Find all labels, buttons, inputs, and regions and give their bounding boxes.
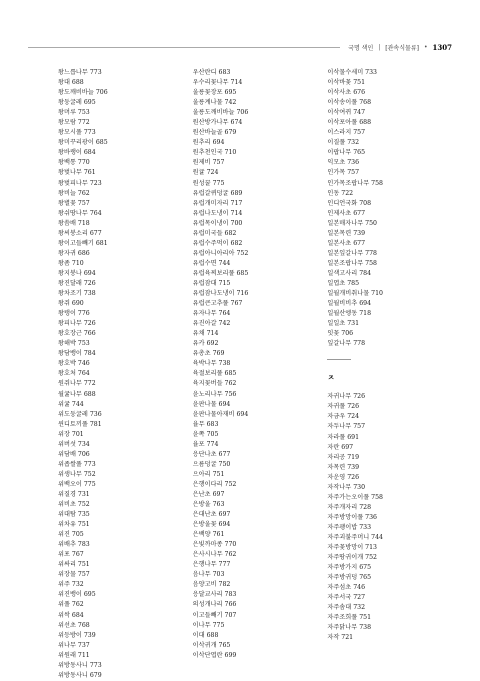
- index-entry: 의성개나리 766: [192, 601, 237, 609]
- index-entry: 은백양 761: [192, 531, 225, 539]
- running-header: [28, 40, 452, 54]
- index-entry: 육지꽃버들 762: [192, 380, 237, 388]
- index-entry: 위배추 783: [58, 541, 90, 549]
- index-entry: 일색고사리 784: [327, 269, 372, 277]
- index-entry: 왕모시풀 773: [58, 129, 96, 137]
- index-entry: 왕담뱅이 784: [58, 350, 96, 358]
- header-label: [340, 43, 452, 52]
- index-entry: 인가목 757: [327, 169, 360, 177]
- index-column-1: [58, 68, 181, 679]
- index-entry: 자주솜대 732: [327, 604, 366, 612]
- index-entry: 으름덩굴 750: [192, 460, 231, 468]
- index-entry: 유채 714: [192, 330, 219, 338]
- index-entry: 윤노리나무 756: [192, 390, 237, 398]
- index-entry: 울릉꽃장포 695: [192, 89, 237, 97]
- index-entry: 자주닭나무 738: [327, 624, 372, 632]
- index-entry: 으아리 751: [192, 470, 225, 478]
- index-entry: 이나무 775: [192, 621, 225, 629]
- index-entry: 자주방망이풀 736: [327, 513, 377, 521]
- index-entry: 일본목련 739: [327, 229, 366, 237]
- index-column-3-section-entries: [327, 392, 450, 643]
- index-entry: 위좁쌀풀 773: [58, 460, 96, 468]
- index-entry: 이삭사초 676: [327, 89, 366, 97]
- index-entry: 자주방가지 675: [327, 564, 372, 572]
- index-entry: 인디언국화 708: [327, 199, 372, 207]
- index-entry: 일월산엥동 718: [327, 310, 372, 318]
- index-entry: 왕벚나무 761: [58, 169, 96, 177]
- index-entry: 원산방가나무 674: [192, 119, 243, 127]
- index-entry: 왕비늘 762: [58, 189, 90, 197]
- index-entry: 자운영 726: [327, 473, 360, 481]
- page-number: 1307: [432, 42, 452, 52]
- index-entry: 윤판나물아재비 694: [192, 410, 249, 418]
- index-entry: 왕호장근 766: [58, 330, 96, 338]
- index-entry: 일본사초 677: [327, 239, 366, 247]
- index-entry: 왕모람 772: [58, 119, 90, 127]
- index-entry: 위등방이 739: [58, 631, 96, 639]
- index-entry: 이삭송이풀 768: [327, 99, 372, 107]
- header-section: 국명 색인: [348, 44, 374, 52]
- index-entry: 원쥐나무 772: [58, 380, 96, 388]
- index-entry: 자주조희풀 751: [327, 614, 372, 622]
- index-entry: 왕탱이 776: [58, 310, 90, 318]
- index-entry: 울릉도깨비바늘 706: [192, 109, 249, 117]
- index-column-2: [193, 68, 316, 665]
- index-entry: 육절보리풀 685: [192, 370, 237, 378]
- index-entry: 위포 767: [58, 551, 84, 559]
- index-entry: 음나무 703: [192, 571, 225, 579]
- index-entry: 위방동사니 679: [58, 671, 102, 679]
- index-entry: 윈디토끼풀 781: [58, 420, 102, 428]
- index-entry: 유럽갈퀴덩굴 689: [192, 189, 243, 197]
- index-entry: 위원래 711: [58, 651, 90, 659]
- index-entry: 유럽육찌보리풀 685: [192, 269, 249, 277]
- index-entry: 자주괴불주머니 744: [327, 533, 383, 541]
- index-entry: 일엽초 785: [327, 279, 360, 287]
- index-entry: 잎갈나무 778: [327, 340, 366, 348]
- index-entry: 위도둥굴레 736: [58, 410, 102, 418]
- index-entry: 일일초 731: [327, 320, 360, 328]
- index-entry: 이고들빼기 707: [192, 611, 237, 619]
- index-entry: 왕별꽃 757: [58, 199, 90, 207]
- index-entry: 자주괭이밥 733: [327, 523, 372, 531]
- index-entry: 이질풀 732: [327, 139, 360, 147]
- index-entry: 원추리 694: [192, 139, 225, 147]
- index-entry: 자작 721: [327, 634, 354, 642]
- index-entry: 자귀나무 726: [327, 393, 366, 401]
- index-entry: 왕바랭이 684: [58, 149, 96, 157]
- index-entry: 울릉계나물 742: [192, 99, 237, 107]
- index-entry: 원제비 757: [192, 159, 225, 167]
- index-entry: 원귤 724: [192, 169, 219, 177]
- index-entry: 이삭바꽃 751: [327, 79, 366, 87]
- index-entry: 육박나무 738: [192, 360, 231, 368]
- index-column-3: [327, 68, 450, 665]
- index-entry: 위비초 752: [58, 501, 90, 509]
- index-entry: 위대탐 735: [58, 511, 90, 519]
- index-entry: 위나무 737: [58, 641, 90, 649]
- index-entry: 익모초 736: [327, 159, 360, 167]
- index-entry: 은빛까마종 770: [192, 541, 237, 549]
- index-entry: 인가목조팝나무 758: [327, 179, 383, 187]
- index-entry: 이삭단엽란 699: [192, 651, 237, 659]
- index-entry: 유럽미국들 682: [192, 229, 237, 237]
- index-entry: 자란 697: [327, 443, 354, 451]
- index-entry: 왕쥐 690: [58, 300, 84, 308]
- index-entry: 유자나무 764: [192, 310, 231, 318]
- header-separator: |: [378, 43, 381, 51]
- index-entry: 왕미꾸리광이 685: [58, 139, 108, 147]
- index-entry: 우산란디 683: [192, 69, 231, 76]
- index-entry: 위싸리 751: [58, 561, 90, 569]
- index-entry: 은사시나무 762: [192, 551, 237, 559]
- index-entry: 왕씀배 718: [58, 219, 90, 227]
- index-entry: 이대 688: [192, 631, 219, 639]
- index-entry: 응달교사리 783: [192, 591, 237, 599]
- header-bullet: •: [423, 43, 428, 51]
- index-entry: 왕지붕나 694: [58, 269, 96, 277]
- index-entry: 원성꿀 775: [192, 179, 225, 187]
- index-entry: 위귤 744: [58, 400, 84, 408]
- index-entry: 위질경 731: [58, 490, 90, 498]
- index-entry: 일본매자나무 750: [327, 219, 377, 227]
- index-entry: 왕자귀 686: [58, 249, 90, 257]
- index-entry: 자귀풀 726: [327, 403, 360, 411]
- index-entry: 왕백통 770: [58, 159, 90, 167]
- index-entry: 자두나무 757: [327, 423, 366, 431]
- index-entry: 월귤나무 688: [58, 390, 96, 398]
- index-entry: 자주섬초 746: [327, 584, 366, 592]
- index-entry: 은난초 697: [192, 490, 225, 498]
- index-entry: 왕피나무 726: [58, 320, 96, 328]
- index-entry: 유총초 769: [192, 350, 225, 358]
- index-entry: 유럽목이냉이 700: [192, 219, 243, 227]
- index-entry: 이삭여뀌 747: [327, 109, 366, 117]
- index-entry: 유럽잠나도냉이 716: [192, 290, 249, 298]
- index-entry: 윤판나물 694: [192, 400, 231, 408]
- index-entry: 자주꽃방망이 713: [327, 544, 377, 552]
- index-entry: 자주서국 727: [327, 594, 366, 602]
- index-entry: 왕벚피나무 723: [58, 179, 102, 187]
- index-entry: 왕쉬땅나무 764: [58, 209, 102, 217]
- index-entry: 왕씨붕소리 677: [58, 229, 102, 237]
- index-entry: 자주개자리 728: [327, 503, 372, 511]
- index-entry: 원추천인국 710: [192, 149, 237, 157]
- index-entry: 율포 774: [192, 440, 219, 448]
- index-entry: 이팝나무 765: [327, 149, 366, 157]
- index-entry: 이삭포아풀 688: [327, 119, 372, 127]
- index-entry: 자주땅귀이개 752: [327, 554, 377, 562]
- index-entry: 유럽나도냉이 714: [192, 209, 243, 217]
- index-entry: 왕둥굴레 695: [58, 99, 96, 107]
- index-entry: 왕느릅나무 773: [58, 69, 102, 76]
- index-entry: 위선초 768: [58, 621, 90, 629]
- index-entry: 자주가는오이풀 758: [327, 493, 383, 501]
- index-entry: 은행이다리 752: [192, 480, 237, 488]
- index-entry: 왕좀 710: [58, 259, 84, 267]
- index-entry: 윤쪽 705: [192, 430, 219, 438]
- index-entry: 일월비비추 694: [327, 300, 372, 308]
- index-entry: 왕대 688: [58, 79, 84, 87]
- index-entry: 이스라지 757: [327, 129, 366, 137]
- index-entry: 위백오이 775: [58, 480, 96, 488]
- section-divider: [327, 359, 351, 360]
- index-entry: 일월개비취나물 710: [327, 290, 383, 298]
- index-entry: 자리공 719: [327, 453, 360, 461]
- index-entry: 음양고비 782: [192, 581, 231, 589]
- index-entry: 위장 701: [58, 430, 84, 438]
- index-entry: 왕해박 753: [58, 340, 90, 348]
- index-entry: 위차유 751: [58, 521, 90, 529]
- index-entry: 유럽잠대 715: [192, 279, 231, 287]
- index-entry: 유럽수면 744: [192, 259, 231, 267]
- index-entry: 위주 732: [58, 581, 84, 589]
- section-heading: ㅈ: [327, 373, 335, 383]
- index-entry: 유진아갈 742: [192, 320, 231, 328]
- index-columns: [58, 68, 450, 679]
- index-entry: 왕호처 764: [58, 370, 90, 378]
- index-entry: 우수리꽃나무 714: [192, 79, 243, 87]
- index-entry: 위버섯 734: [58, 440, 90, 448]
- index-entry: 자목련 739: [327, 463, 360, 471]
- index-entry: 은대난초 697: [192, 511, 231, 519]
- index-entry: 이삭물수세미 733: [327, 69, 377, 76]
- index-entry: 일본조팝나무 758: [327, 259, 377, 267]
- index-entry: 위생나무 752: [58, 470, 96, 478]
- index-entry: 인동 722: [327, 189, 354, 197]
- index-entry: 왕도깨비바늘 706: [58, 89, 108, 97]
- index-entry: 위진뱅이 695: [58, 591, 96, 599]
- index-column-3-entries: [327, 68, 450, 349]
- index-entry: 은방울꽃 694: [192, 521, 231, 529]
- index-entry: 왕진달래 726: [58, 279, 96, 287]
- index-entry: 유럽아니아리아 752: [192, 249, 249, 257]
- index-entry: 위진 705: [58, 531, 84, 539]
- index-entry: 자금우 724: [327, 413, 360, 421]
- index-entry: 일본잎갈나무 778: [327, 249, 377, 257]
- index-entry: 은방울 763: [192, 501, 225, 509]
- index-entry: 위담배 706: [58, 450, 90, 458]
- index-entry: 위풀 762: [58, 601, 84, 609]
- index-entry: 왕머루 753: [58, 109, 90, 117]
- index-entry: 유럽수주먹이 682: [192, 239, 243, 247]
- index-entry: 율무 683: [192, 420, 219, 428]
- index-entry: 자라풀 691: [327, 433, 360, 441]
- index-entry: 자주방귀덩 765: [327, 574, 372, 582]
- index-entry: 왕이고들빼기 681: [58, 239, 108, 247]
- index-entry: 유럽큰고추풀 767: [192, 300, 243, 308]
- index-entry: 잇꽃 706: [327, 330, 354, 338]
- index-entry: 유럽개미자리 717: [192, 199, 243, 207]
- index-entry: 왕차조기 738: [58, 290, 96, 298]
- index-entry: 원산바늘골 679: [192, 129, 237, 137]
- index-entry: 위싹 684: [58, 611, 84, 619]
- index-entry: 은행나무 777: [192, 561, 231, 569]
- index-entry: 유카 692: [192, 340, 219, 348]
- index-entry: 자작나무 730: [327, 483, 366, 491]
- index-entry: 이삭귀개 765: [192, 641, 231, 649]
- index-entry: 왕호박 746: [58, 360, 90, 368]
- index-entry: 위장물 757: [58, 571, 90, 579]
- index-entry: 위방동사니 773: [58, 661, 102, 669]
- header-subsection: [관속식물류]: [385, 44, 419, 52]
- index-entry: 인제사초 677: [327, 209, 366, 217]
- index-entry: 응단나초 677: [192, 450, 231, 458]
